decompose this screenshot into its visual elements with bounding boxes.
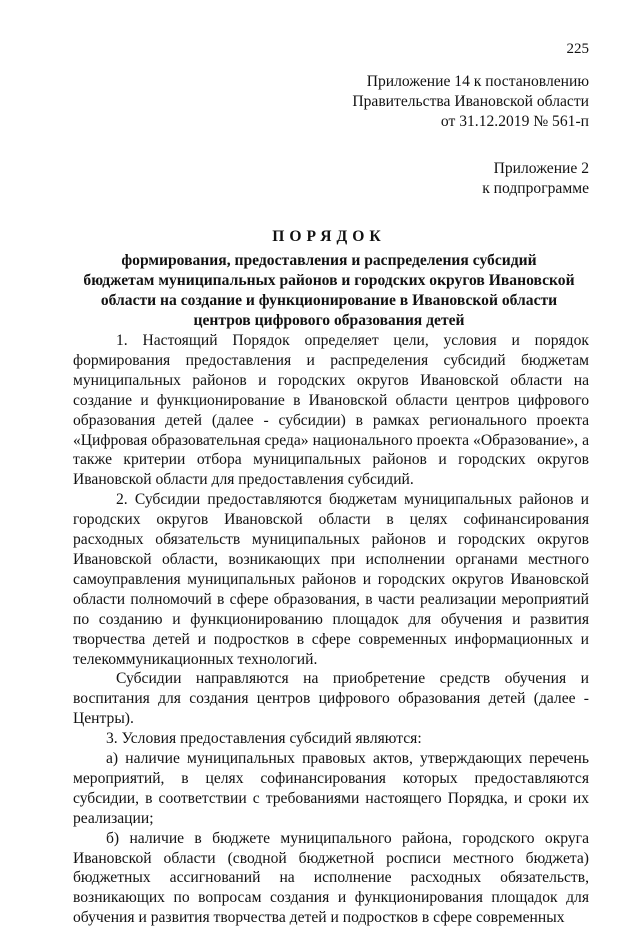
paragraph-3b: б) наличие в бюджете муниципального района, городского округа Ивановской области (сводной бюджетной росписи местного бюджета) бюджетных ассигнований на исполнение расходных обязательств, возникающих по вопросам создания и функционирования площадок для обучения и развития творчества детей и подростков в сфере современных <box>73 829 589 927</box>
page-number: 225 <box>566 41 589 57</box>
paragraph-2-subsidies: Субсидии направляются на приобретение средств обучения и воспитания для создания центров цифрового образования детей (далее - Центры). <box>73 670 589 728</box>
appendix-sub-line: Приложение 2 <box>493 160 589 177</box>
title-line: формирования, предоставления и распределения субсидий <box>121 251 537 269</box>
paragraph-2: 2. Субсидии предоставляются бюджетам муниципальных районов и городских округов Ивановской области в целях софинансирования расходных обязательств муниципальных районов и городских округов Ивановской области, возникающих при исполнении органами местного самоуправления муниципальных районов и городских округов Ивановской области полномочий в сфере образования, в части реализации мероприятий по созданию и функционированию площадок для обучения и развития творчества детей и подростков в сфере современных информационных и телекоммуникационных технологий. <box>73 491 589 668</box>
paragraph-1: 1. Настоящий Порядок определяет цели, условия и порядок формирования предоставления и распределения субсидий бюджетам муниципальных районов и городских округов Ивановской области на создание и функционирование в Ивановской области центров цифрового образования детей (далее - субсидии) в рамках регионального проекта «Цифровая образовательная среда» национального проекта «Образование», а также критерии отбора муниципальных районов и городских округов Ивановской области для предоставления субсидий. <box>73 332 589 489</box>
appendix-main-line: Правительства Ивановской области <box>352 92 589 110</box>
appendix-main-line: от 31.12.2019 № 561-п <box>440 112 589 130</box>
appendix-main-line: Приложение 14 к постановлению <box>366 73 589 90</box>
title-line: центров цифрового образования детей <box>193 311 465 329</box>
appendix-header-main <box>352 72 589 132</box>
document-body <box>73 331 589 928</box>
appendix-header-sub <box>482 159 589 199</box>
title-line: области на создание и функционирование в Ивановской области <box>100 291 558 309</box>
document-title <box>60 227 598 331</box>
appendix-sub-line: к подпрограмме <box>482 179 589 197</box>
paragraph-3: 3. Условия предоставления субсидий являются: <box>106 730 422 748</box>
title-main: ПОРЯДОК <box>272 228 386 245</box>
title-line: бюджетам муниципальных районов и городских округов Ивановской <box>83 271 575 289</box>
paragraph-3a: а) наличие муниципальных правовых актов, утверждающих перечень мероприятий, в целях софинансирования которых предоставляются субсидии, в соответствии с требованиями настоящего Порядка, и сроки их реализации; <box>73 750 589 827</box>
